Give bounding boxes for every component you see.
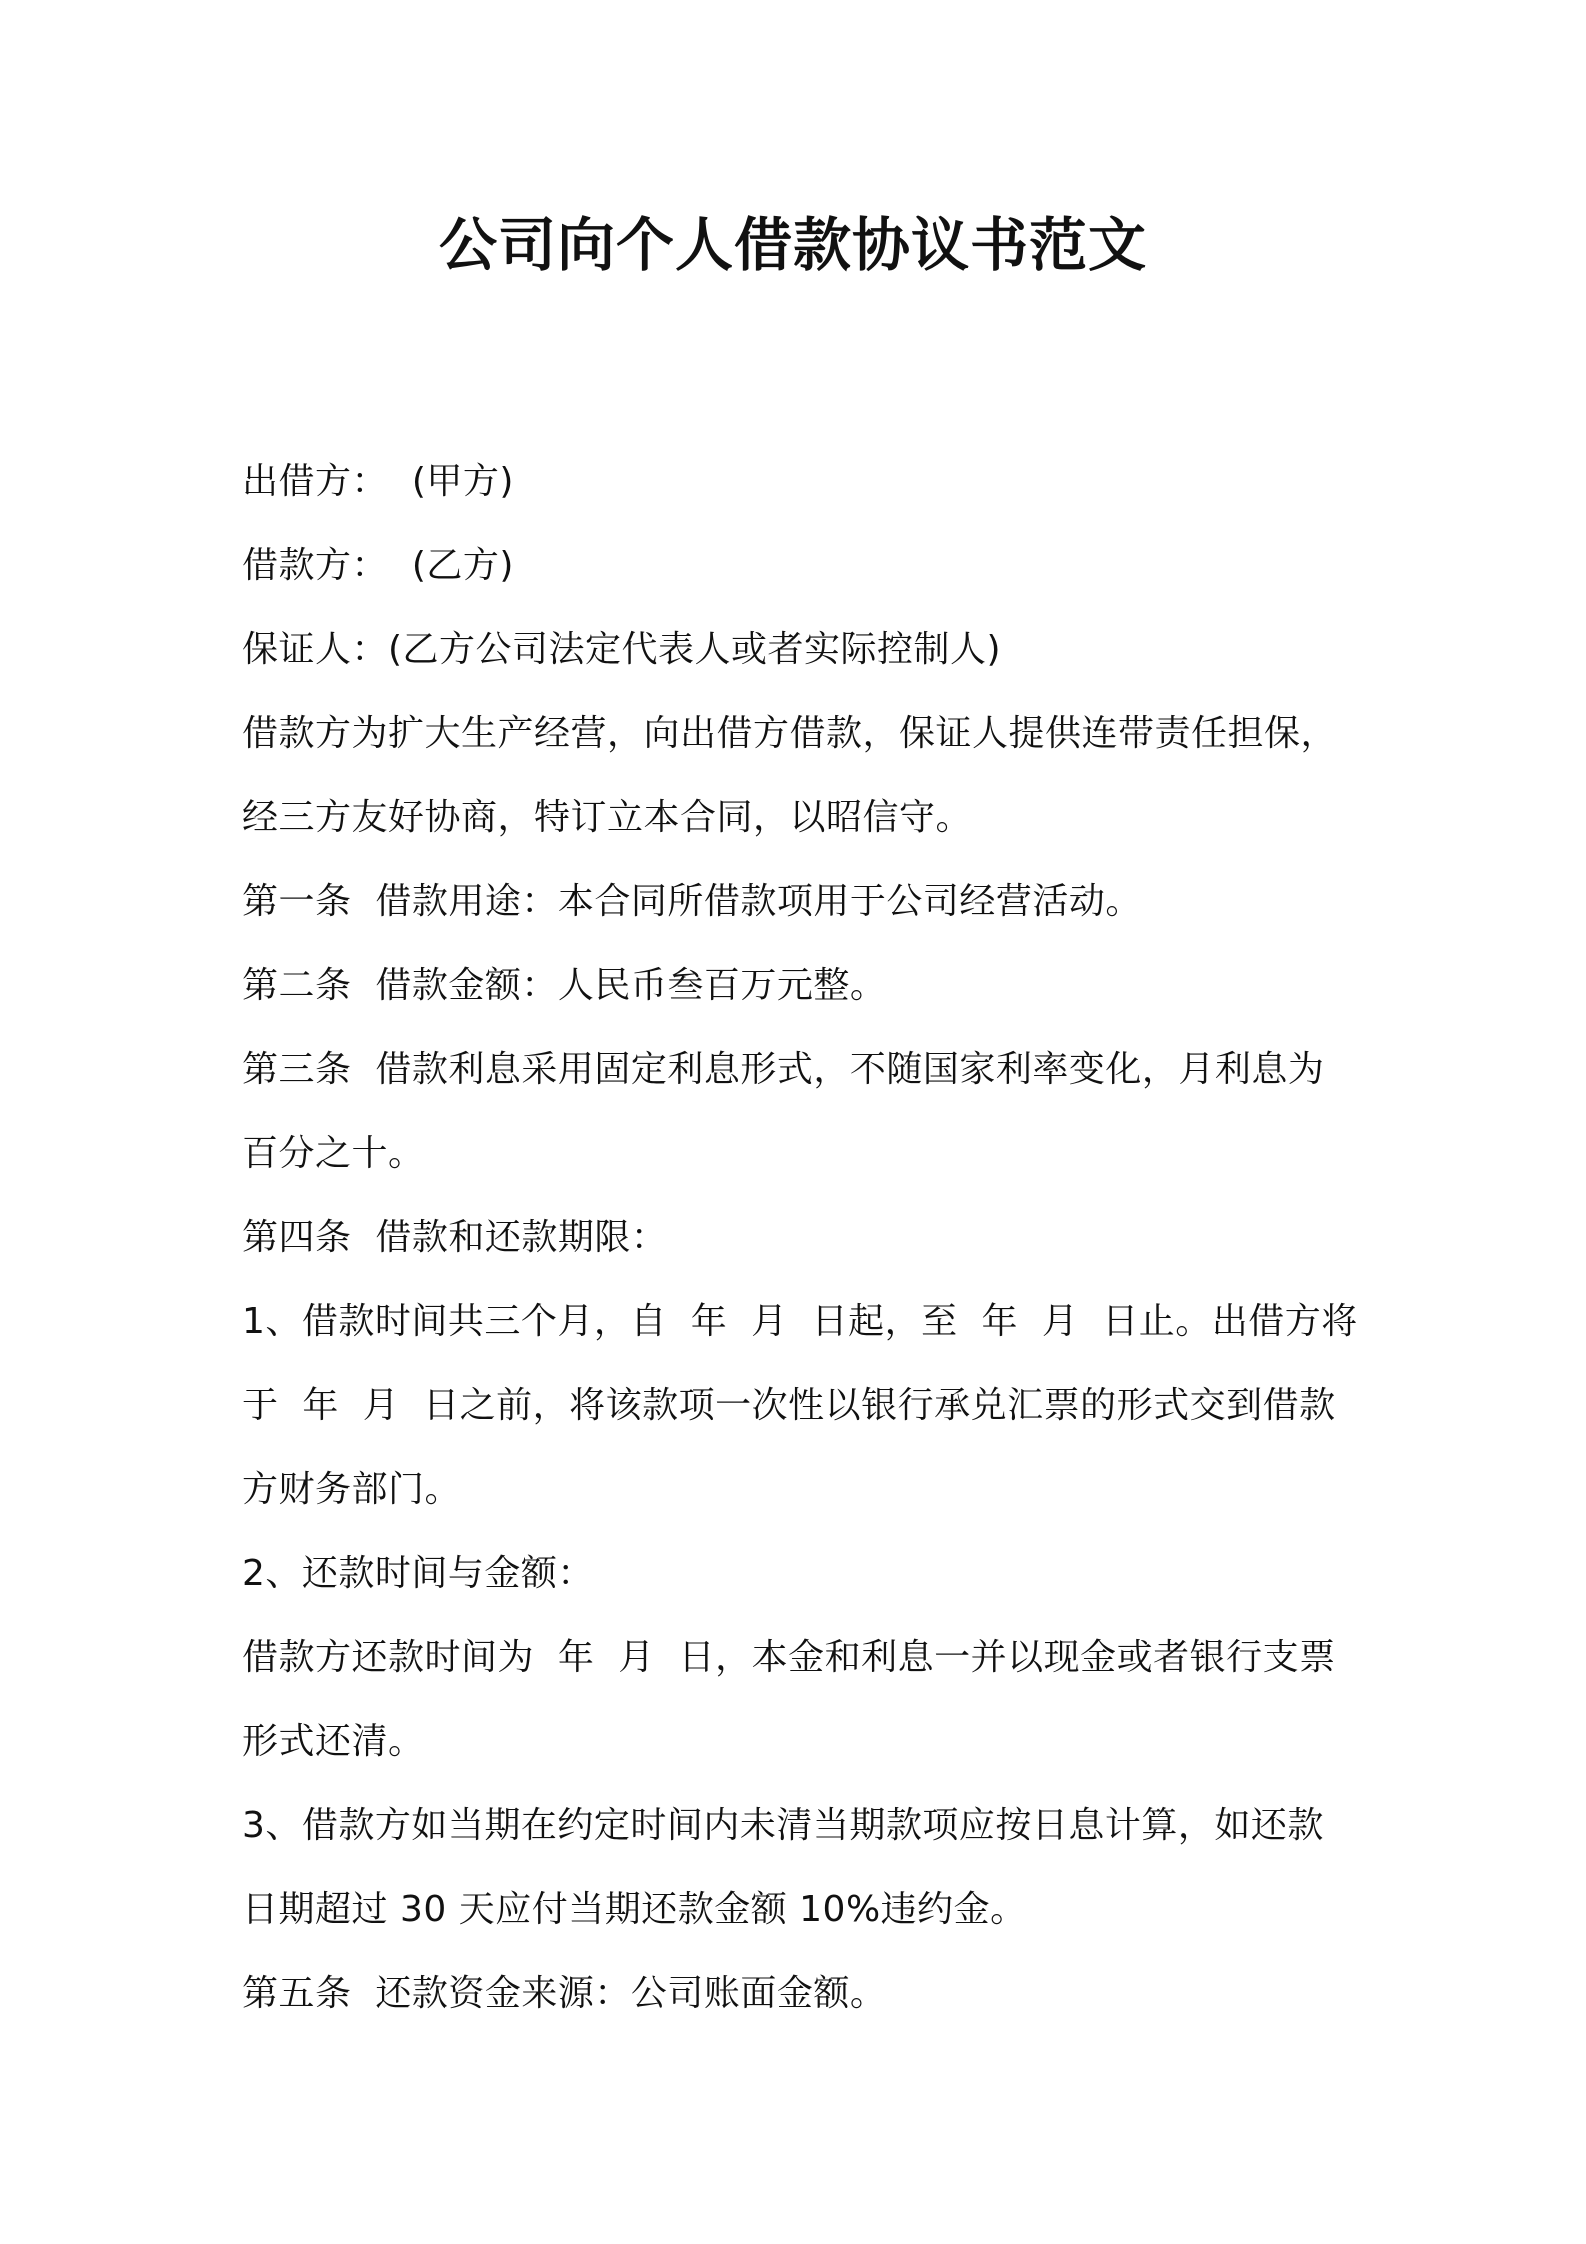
article-4-item-3-line-1: 3、借款方如当期在约定时间内未清当期款项应按日息计算，如还款 [242,1805,1324,1846]
article-4-item-1-line-3: 方财务部门。 [242,1469,462,1510]
article-2-line: 第二条 借款金额：人民币叁百万元整。 [242,965,887,1006]
article-4-item-3-line-2: 日期超过 30 天应付当期还款金额 10%违约金。 [242,1889,1027,1930]
lender-line: 出借方： (甲方) [242,461,514,502]
preamble-line-1: 借款方为扩大生产经营，向出借方借款，保证人提供连带责任担保， [242,713,1338,754]
article-4-item-2-line-2: 形式还清。 [242,1721,425,1762]
article-5-line: 第五条 还款资金来源：公司账面金额。 [242,1973,887,2014]
borrower-line: 借款方： (乙方) [242,545,514,586]
article-3-line-1: 第三条 借款利息采用固定利息形式，不随国家利率变化，月利息为 [242,1049,1325,1090]
article-4-item-1-line-2: 于 年 月 日之前，将该款项一次性以银行承兑汇票的形式交到借款 [242,1385,1336,1426]
document-title: 公司向个人借款协议书范文 [438,211,1147,279]
article-4-heading: 第四条 借款和还款期限： [242,1217,668,1258]
article-1-line: 第一条 借款用途：本合同所借款项用于公司经营活动。 [242,881,1142,922]
document-body [242,440,1362,2036]
article-4-item-1-line-1: 1、借款时间共三个月，自 年 月 日起，至 年 月 日止。出借方将 [242,1301,1358,1342]
preamble-line-2: 经三方友好协商，特订立本合同，以昭信守。 [242,797,973,838]
article-4-item-2-line-1: 借款方还款时间为 年 月 日，本金和利息一并以现金或者银行支票 [242,1637,1336,1678]
article-4-item-2-heading: 2、还款时间与金额： [242,1553,594,1594]
article-3-line-2: 百分之十。 [242,1133,425,1174]
guarantor-line: 保证人：(乙方公司法定代表人或者实际控制人) [242,629,1002,670]
